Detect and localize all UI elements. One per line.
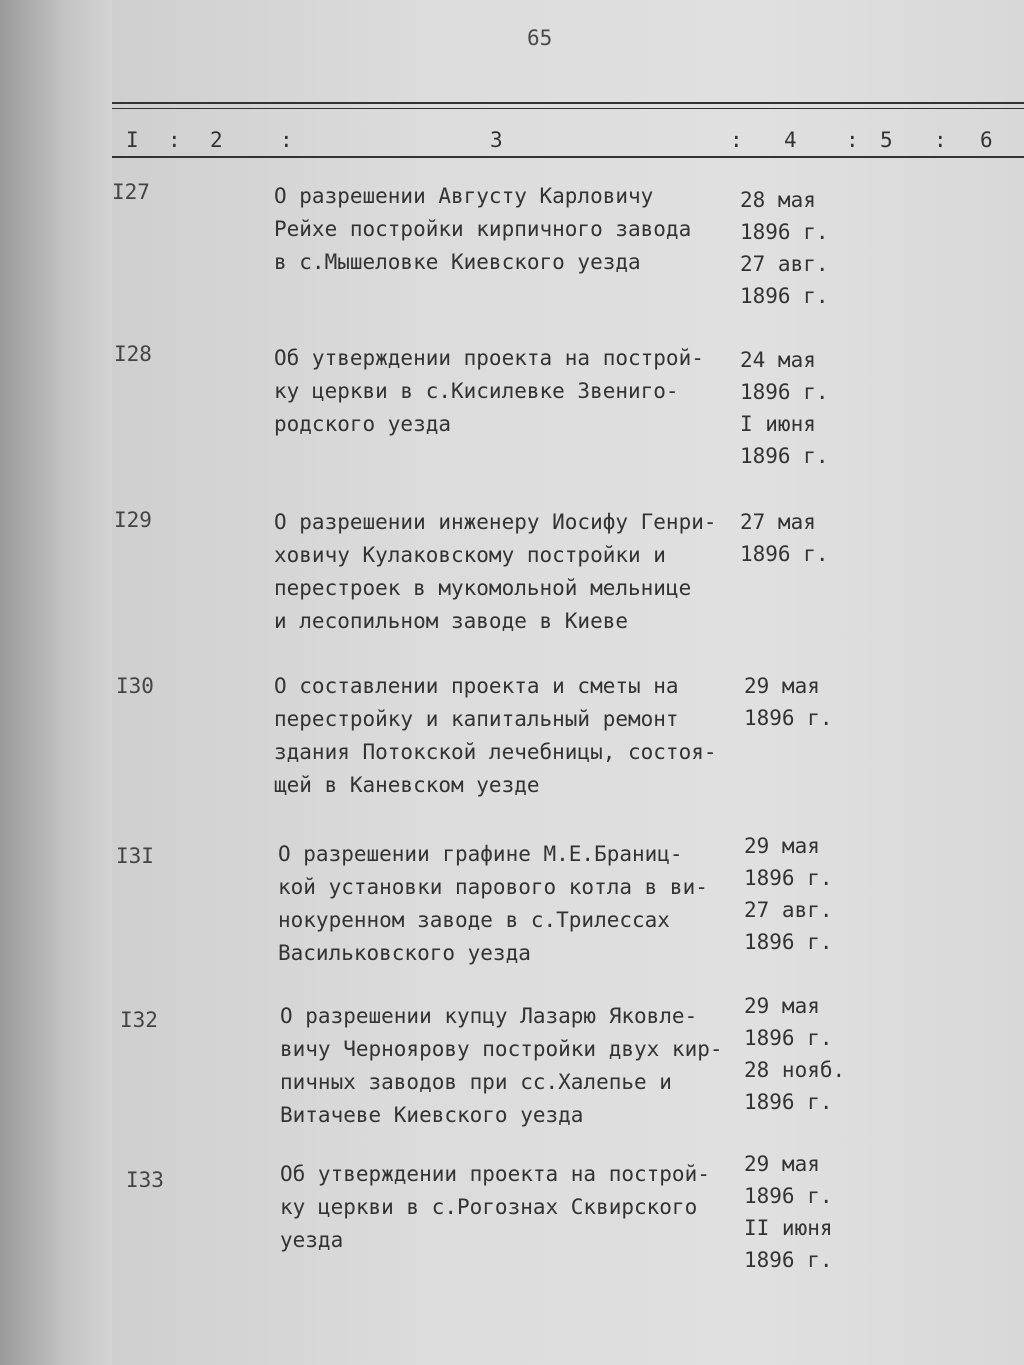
col-header-sep: :	[934, 128, 947, 152]
entry-title: О разрешении купцу Лазарю Яковле- вичу Черноярову постройки двух кир- пичных заводов при сс.Халепье и Витачеве Киевского уезда	[280, 1004, 723, 1127]
col-header-sep: :	[730, 128, 743, 152]
document-page	[112, 0, 1024, 1365]
entry-title: Об утверждении проекта на построй- ку церкви в с.Рогознах Сквирского уезда	[280, 1162, 710, 1252]
col-header-4: 4	[784, 128, 797, 152]
entry-dates: 27 мая 1896 г.	[740, 510, 829, 566]
entry-dates: 29 мая 1896 г.	[744, 674, 833, 730]
col-header-sep: :	[168, 128, 181, 152]
col-header-1: I	[126, 128, 139, 152]
entry-dates: 29 мая 1896 г. 27 авг. 1896 г.	[744, 834, 833, 954]
entry-dates: 29 мая 1896 г. 28 нояб. 1896 г.	[744, 994, 846, 1114]
page-number: 65	[527, 26, 553, 50]
col-header-2: 2	[210, 128, 223, 152]
header-bottom-rule	[112, 156, 1024, 158]
entry-number: I27	[112, 180, 150, 204]
entry-number: I29	[114, 508, 152, 532]
col-header-5: 5	[880, 128, 893, 152]
entry-dates: 29 мая 1896 г. II июня 1896 г.	[744, 1152, 833, 1272]
col-header-3: 3	[490, 128, 503, 152]
entry-title: О разрешении Августу Карловичу Рейхе постройки кирпичного завода в с.Мышеловке Киевского уезда	[274, 184, 692, 274]
col-header-sep: :	[846, 128, 859, 152]
entry-number: I28	[114, 342, 152, 366]
book-binding	[0, 0, 120, 1365]
entry-title: О разрешении графине М.Е.Браниц- кой установки парового котла в ви- нокуренном заводе в с.Трилессах Васильковского уезда	[278, 842, 708, 965]
col-header-sep: :	[280, 128, 293, 152]
header-top-rule	[112, 102, 1024, 104]
entry-title: О разрешении инженеру Иосифу Генри- ховичу Кулаковскому постройки и перестроек в мукомольной мельнице и лесопильном заводе в Киеве	[274, 510, 717, 633]
entry-dates: 24 мая 1896 г. I июня 1896 г.	[740, 348, 829, 468]
col-header-6: 6	[980, 128, 993, 152]
entry-title: О составлении проекта и сметы на перестройку и капитальный ремонт здания Потокской лечебницы, состоя- щей в Каневском уезде	[274, 674, 717, 797]
entry-number: I30	[116, 674, 154, 698]
entry-dates: 28 мая 1896 г. 27 авг. 1896 г.	[740, 188, 829, 308]
entry-title: Об утверждении проекта на построй- ку церкви в с.Кисилевке Звениго- родского уезда	[274, 346, 704, 436]
entry-number: I3I	[116, 844, 154, 868]
entry-number: I32	[120, 1008, 158, 1032]
header-top-rule-2	[112, 108, 1024, 109]
entry-number: I33	[126, 1168, 164, 1192]
